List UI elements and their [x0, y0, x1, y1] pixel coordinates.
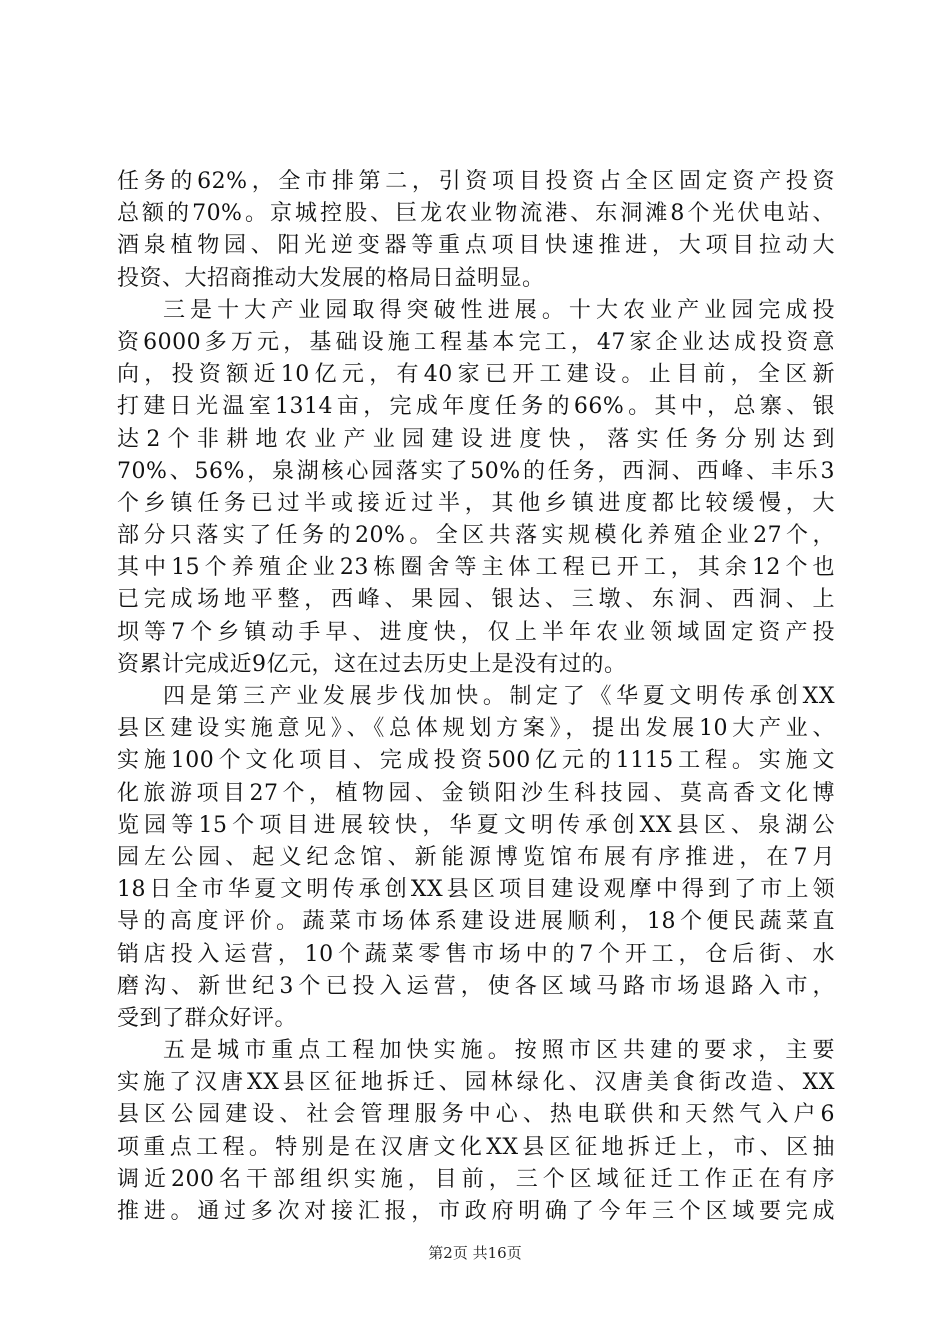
- text-line: 调近200名干部组织实施，目前，三个区域征迁工作正在有序: [117, 1166, 835, 1192]
- text-line: 览园等15个项目进展较快，华夏文明传承创XX县区、泉湖公: [117, 812, 835, 838]
- text-line: 销店投入运营，10个蔬菜零售市场中的7个开工，仓后街、水: [117, 941, 835, 967]
- text-line: 已完成场地平整，西峰、果园、银达、三墩、东洞、西洞、上: [117, 587, 835, 613]
- text-line: 推进。通过多次对接汇报，市政府明确了今年三个区域要完成: [117, 1199, 835, 1224]
- text-line: 总额的70%。京城控股、巨龙农业物流港、东洞滩8个光伏电站、: [117, 201, 835, 227]
- text-line: 达2个非耕地农业产业园建设进度快，落实任务分别达到: [117, 426, 835, 452]
- text-line: 项重点工程。特别是在汉唐文化XX县区征地拆迁上，市、区抽: [117, 1134, 835, 1160]
- page-footer: [0, 1242, 950, 1263]
- text-line: 导的高度评价。蔬菜市场体系建设进展顺利，18个便民蔬菜直: [117, 909, 835, 935]
- text-line: 实施了汉唐XX县区征地拆迁、园林绿化、汉唐美食街改造、XX: [117, 1070, 835, 1096]
- page-number-label: 第2页 共16页: [428, 1244, 522, 1262]
- text-line: 资累计完成近9亿元，这在过去历史上是没有过的。: [117, 651, 627, 677]
- paragraph-first-line: 五是城市重点工程加快实施。按照市区共建的要求，主要: [163, 1038, 835, 1064]
- document-body: [117, 166, 835, 1228]
- text-line: 18日全市华夏文明传承创XX县区项目建设观摩中得到了市上领: [117, 877, 835, 903]
- text-line: 实施100个文化项目、完成投资500亿元的1115工程。实施文: [117, 748, 835, 774]
- paragraph-first-line: 三是十大产业园取得突破性进展。十大农业产业园完成投: [163, 297, 835, 323]
- text-line: 资6000多万元，基础设施工程基本完工，47家企业达成投资意: [117, 329, 835, 355]
- text-line: 受到了群众好评。: [117, 1005, 298, 1031]
- text-line: 磨沟、新世纪3个已投入运营，使各区域马路市场退路入市，: [117, 973, 835, 999]
- text-line: 70%、56%，泉湖核心园落实了50%的任务，西洞、西峰、丰乐3: [117, 458, 835, 484]
- text-line: 坝等7个乡镇动手早、进度快，仅上半年农业领域固定资产投: [117, 619, 835, 645]
- text-line: 其中15个养殖企业23栋圈舍等主体工程已开工，其余12个也: [117, 555, 835, 581]
- paragraph-first-line: 四是第三产业发展步伐加快。制定了《华夏文明传承创XX: [163, 684, 835, 709]
- text-line: 酒泉植物园、阳光逆变器等重点项目快速推进，大项目拉动大: [117, 233, 835, 259]
- text-line: 化旅游项目27个，植物园、金锁阳沙生科技园、莫高香文化博: [117, 780, 835, 806]
- text-line: 打建日光温室1314亩，完成年度任务的66%。其中，总寨、银: [117, 394, 835, 420]
- text-line: 投资、大招商推动大发展的格局日益明显。: [117, 265, 545, 291]
- text-line: 任务的62%，全市排第二，引资项目投资占全区固定资产投资: [117, 169, 835, 194]
- text-line: 部分只落实了任务的20%。全区共落实规模化养殖企业27个，: [117, 523, 835, 549]
- text-line: 园左公园、起义纪念馆、新能源博览馆布展有序推进，在7月: [117, 844, 835, 870]
- text-line: 个乡镇任务已过半或接近过半，其他乡镇进度都比较缓慢，大: [117, 490, 835, 516]
- text-line: 县区建设实施意见》、《总体规划方案》，提出发展10大产业、: [117, 716, 835, 742]
- text-line: 向，投资额近10亿元，有40家已开工建设。止目前，全区新: [117, 362, 835, 388]
- text-line: 县区公园建设、社会管理服务中心、热电联供和天然气入户6: [117, 1102, 835, 1128]
